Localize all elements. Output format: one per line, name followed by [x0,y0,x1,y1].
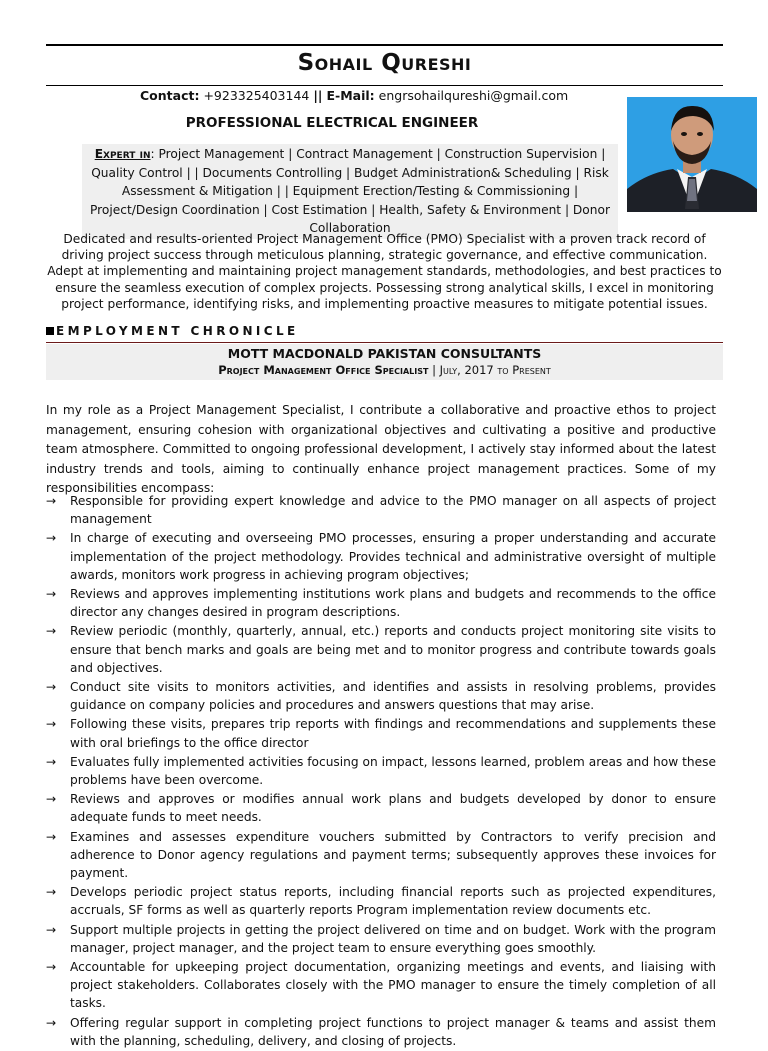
list-item [46,585,716,621]
contact-line [140,88,568,103]
list-item [46,1014,716,1050]
employer-box [46,344,723,380]
job-role: Project Management Office Specialist [218,363,429,377]
arrow-right-icon: → [46,754,57,769]
arrow-right-icon: → [46,587,57,602]
expertise-text: : Project Management | Contract Management | Construction Supervision | Quality Control | | Documents Controlling | Budget Administration& Scheduling | Risk Assessment & Mitigation | | Equipment Erection/Testing & Commissioning | Project/Design Coordination | Cost Estimation | Health, Safety & Environment | Donor Collaboration [90,147,610,236]
list-item-text: Examines and assesses expenditure vouchers submitted by Contractors to verify precision and adherence to Donor agency regulations and payment terms; subsequently approves these invoices for payment. [70,829,716,881]
list-item-text: Responsible for providing expert knowledge and advice to the PMO manager on all aspects of project management [70,494,716,527]
header-top-rule [46,44,723,46]
list-item [46,828,716,883]
list-item-text: In charge of executing and overseeing PMO processes, ensuring a proper understanding and accurate implementation of the project methodology. Provides technical and administrative oversight of multiple awards, monitors work progress in achieving program objectives; [70,531,716,582]
list-item-text: Reviews and approves implementing institutions work plans and budgets and recommends to the office director any changes desired in program descriptions. [70,587,716,620]
job-dates: July, 2017 to Present [439,363,551,377]
list-item-text: Evaluates fully implemented activities focusing on impact, lessons learned, problem areas and how these problems have been overcome. [70,754,716,788]
list-item-text: Following these visits, prepares trip reports with findings and recommendations and supplements these with oral briefings to the office director [70,717,716,750]
list-item [46,958,716,1013]
section-heading-text: EMPLOYMENT CHRONICLE [56,324,299,338]
expertise-label: Expert in [94,147,151,161]
email-label: E-Mail: [326,88,375,103]
professional-title: PROFESSIONAL ELECTRICAL ENGINEER [185,115,479,131]
contact-separator: || [313,88,323,103]
list-item-text: Offering regular support in completing project functions to project manager & teams and assist them with the planning, scheduling, delivery, and closing of projects. [70,1015,716,1048]
arrow-right-icon: → [46,885,57,900]
employment-section-heading [46,324,299,338]
list-item-text: Review periodic (monthly, quarterly, annual, etc.) reports and conducts project monitoring site visits to ensure that bench marks and goals are being met and to monitor progress and contribute towards goals and objectives. [70,624,716,675]
phone-number: +923325403144 [203,88,310,103]
square-bullet-icon [46,327,54,335]
arrow-right-icon: → [46,717,57,732]
list-item [46,790,716,826]
arrow-right-icon: → [46,680,57,695]
email-address: engrsohailqureshi@gmail.com [378,88,569,103]
expertise-box [82,144,618,239]
list-item-text: Accountable for upkeeping project documentation, organizing meetings and events, and liaising with project stakeholders. Collaborates closely with the PMO manager to ensure the timely completion of all tasks. [70,960,716,1011]
list-item [46,678,716,714]
arrow-right-icon: → [46,829,57,844]
list-item [46,492,716,528]
section-rule [46,342,723,343]
candidate-name: Sohail Qureshi [297,50,472,76]
list-item-text: Reviews and approves or modifies annual work plans and budgets developed by donor to ensure adequate funds to meet needs. [70,792,716,825]
arrow-right-icon: → [46,531,57,546]
header-bottom-rule [46,85,723,86]
arrow-right-icon: → [46,922,57,937]
list-item [46,715,716,751]
professional-summary: Dedicated and results-oriented Project Management Office (PMO) Specialist with a proven track record of driving project success through meticulous planning, strategic governance, and effective communication. Adept at implementing and maintaining project management standards, methodologies, and best practices to ensure the seamless execution of complex projects. Possessing strong analytical skills, I excel in monitoring project performance, identifying risks, and implementing proactive measures to mitigate potential issues. [47,232,722,311]
list-item [46,921,716,957]
list-item [46,622,716,677]
arrow-right-icon: → [46,624,57,639]
list-item-text: Support multiple projects in getting the project delivered on time and on budget. Work with the program manager, project manager, and the project team to ensure everything goes smoothly. [70,922,716,955]
portrait-illustration [627,97,757,212]
list-item-text: Develops periodic project status reports, including financial reports such as projected expenditures, accruals, SF forms as well as quarterly reports Program implementation review documents etc. [70,885,716,918]
arrow-right-icon: → [46,494,57,508]
list-item [46,753,716,789]
position-line: Project Management Office Specialist | July, 2017 to Present [218,363,551,377]
list-item [46,883,716,919]
arrow-right-icon: → [46,960,57,975]
arrow-right-icon: → [46,1015,57,1030]
list-item-text: Conduct site visits to monitors activities, and identifies and assists in resolving problems, provides guidance on company policies and procedures and answers questions that may arise. [70,680,716,713]
profile-photo [627,97,757,212]
list-item [46,529,716,584]
company-name: MOTT MACDONALD PAKISTAN CONSULTANTS [227,346,542,361]
arrow-right-icon: → [46,792,57,807]
role-intro: In my role as a Project Management Specialist, I contribute a collaborative and proactive ethos to project management, ensuring cohesion with organizational objectives and cultivating a positive and productive team atmosphere. Committed to ongoing professional development, I actively stay informed about the latest industry trends and tools, aiming to continually enhance project management practices. Some of my responsibilities encompass: [46,403,716,495]
contact-label: Contact: [140,88,200,103]
responsibilities-list [46,492,716,1051]
